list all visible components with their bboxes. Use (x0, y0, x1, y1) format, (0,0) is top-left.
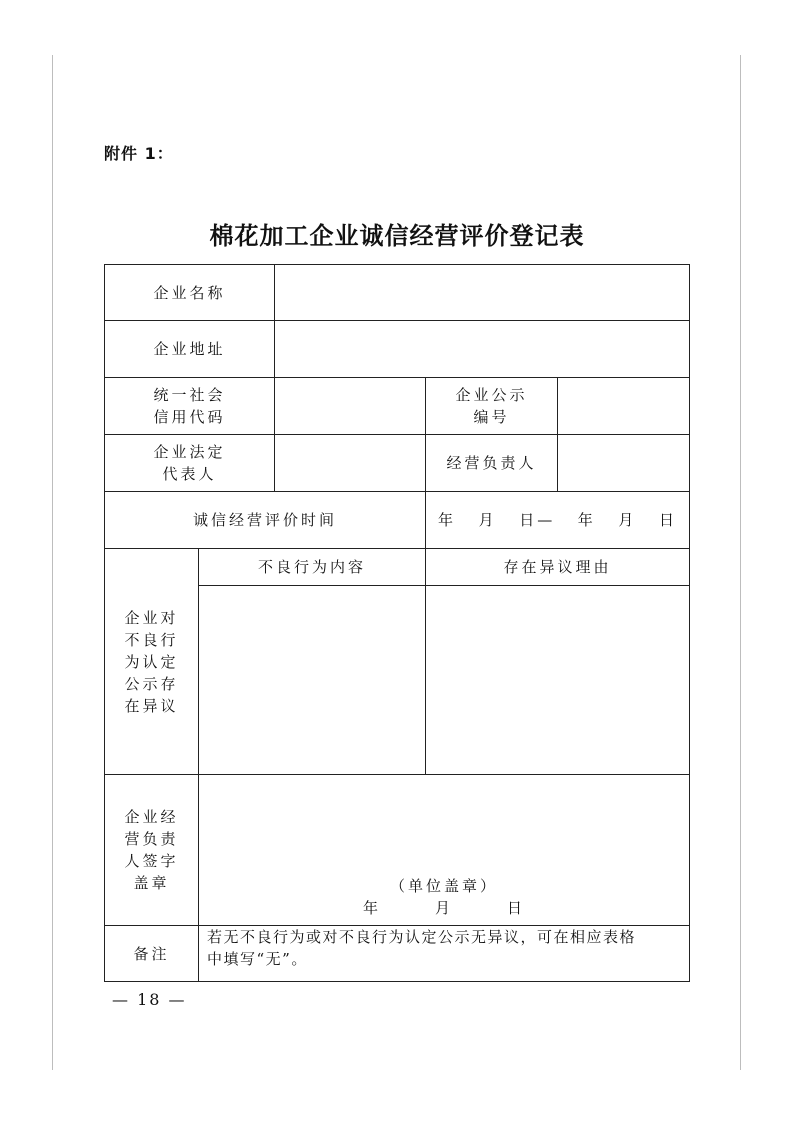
page-number: — 18 — (112, 990, 187, 1009)
form-title: 棉花加工企业诚信经营评价登记表 (209, 221, 585, 250)
company-name-label (104, 264, 275, 321)
signature-field[interactable] (199, 775, 690, 926)
objection-label-line: 企业对 (124, 608, 179, 627)
bad-behavior-header (199, 549, 426, 586)
legal-rep-label-line: 企业法定 (153, 443, 226, 461)
bad-behavior-header-text: 不良行为内容 (257, 558, 366, 576)
legal-rep-label-line: 代表人 (162, 465, 217, 483)
company-address-label (104, 321, 275, 378)
bad-behavior-field[interactable] (199, 586, 426, 775)
seal-date: 年 月 日 (362, 899, 525, 917)
eval-month-start: 月 (478, 511, 497, 529)
eval-day-end: 日 (658, 511, 677, 529)
company-address-label-text: 企业地址 (153, 340, 226, 358)
legal-rep-field[interactable] (275, 435, 426, 492)
page-margin-line-right (740, 55, 741, 1070)
signature-label-line: 企业经 (124, 808, 179, 826)
seal-block (199, 875, 689, 919)
public-no-label (426, 378, 558, 435)
remarks-content (199, 926, 690, 982)
manager-field[interactable] (558, 435, 690, 492)
company-address-field[interactable] (275, 321, 690, 378)
remarks-label (104, 926, 199, 982)
credit-code-label-line: 统一社会 (153, 386, 226, 404)
signature-label-line: 营负责 (124, 830, 179, 848)
attachment-label: 附件 1： (104, 144, 174, 163)
public-no-field[interactable] (558, 378, 690, 435)
company-name-label-text: 企业名称 (153, 283, 226, 302)
eval-year-end: 年 (577, 511, 596, 529)
eval-time-field[interactable] (426, 492, 690, 549)
eval-time-label-text: 诚信经营评价时间 (192, 511, 337, 529)
objection-label-line: 为认定 (124, 652, 179, 671)
objection-label-line: 在异议 (124, 696, 179, 715)
manager-label-text: 经营负责人 (446, 454, 537, 472)
objection-label-line: 公示存 (124, 674, 179, 693)
seal-text: （单位盖章） (389, 877, 498, 895)
eval-day-start: 日— (519, 511, 556, 529)
objection-reason-header (426, 549, 690, 586)
objection-reason-field[interactable] (426, 586, 690, 775)
objection-label-line: 不良行 (124, 630, 179, 649)
remarks-text-line: 若无不良行为或对不良行为认定公示无异议，可在相应表格 (207, 928, 637, 946)
eval-month-end: 月 (618, 511, 637, 529)
credit-code-label (104, 378, 275, 435)
legal-rep-label (104, 435, 275, 492)
signature-label-line: 人签字 (124, 852, 179, 870)
page-margin-line-left (52, 55, 53, 1070)
objection-label (104, 549, 199, 775)
signature-label-line: 盖章 (133, 874, 170, 892)
signature-label (104, 775, 199, 926)
eval-year-start: 年 (438, 511, 457, 529)
credit-code-field[interactable] (275, 378, 426, 435)
remarks-text-line: 中填写“无”。 (207, 950, 308, 968)
company-name-field[interactable] (275, 264, 690, 321)
public-no-label-line: 企业公示 (455, 386, 528, 404)
manager-label (426, 435, 558, 492)
eval-time-label (104, 492, 426, 549)
remarks-label-text: 备注 (133, 944, 170, 963)
objection-reason-header-text: 存在异议理由 (503, 558, 612, 576)
public-no-label-line: 编号 (473, 408, 510, 426)
credit-code-label-line: 信用代码 (153, 408, 226, 426)
